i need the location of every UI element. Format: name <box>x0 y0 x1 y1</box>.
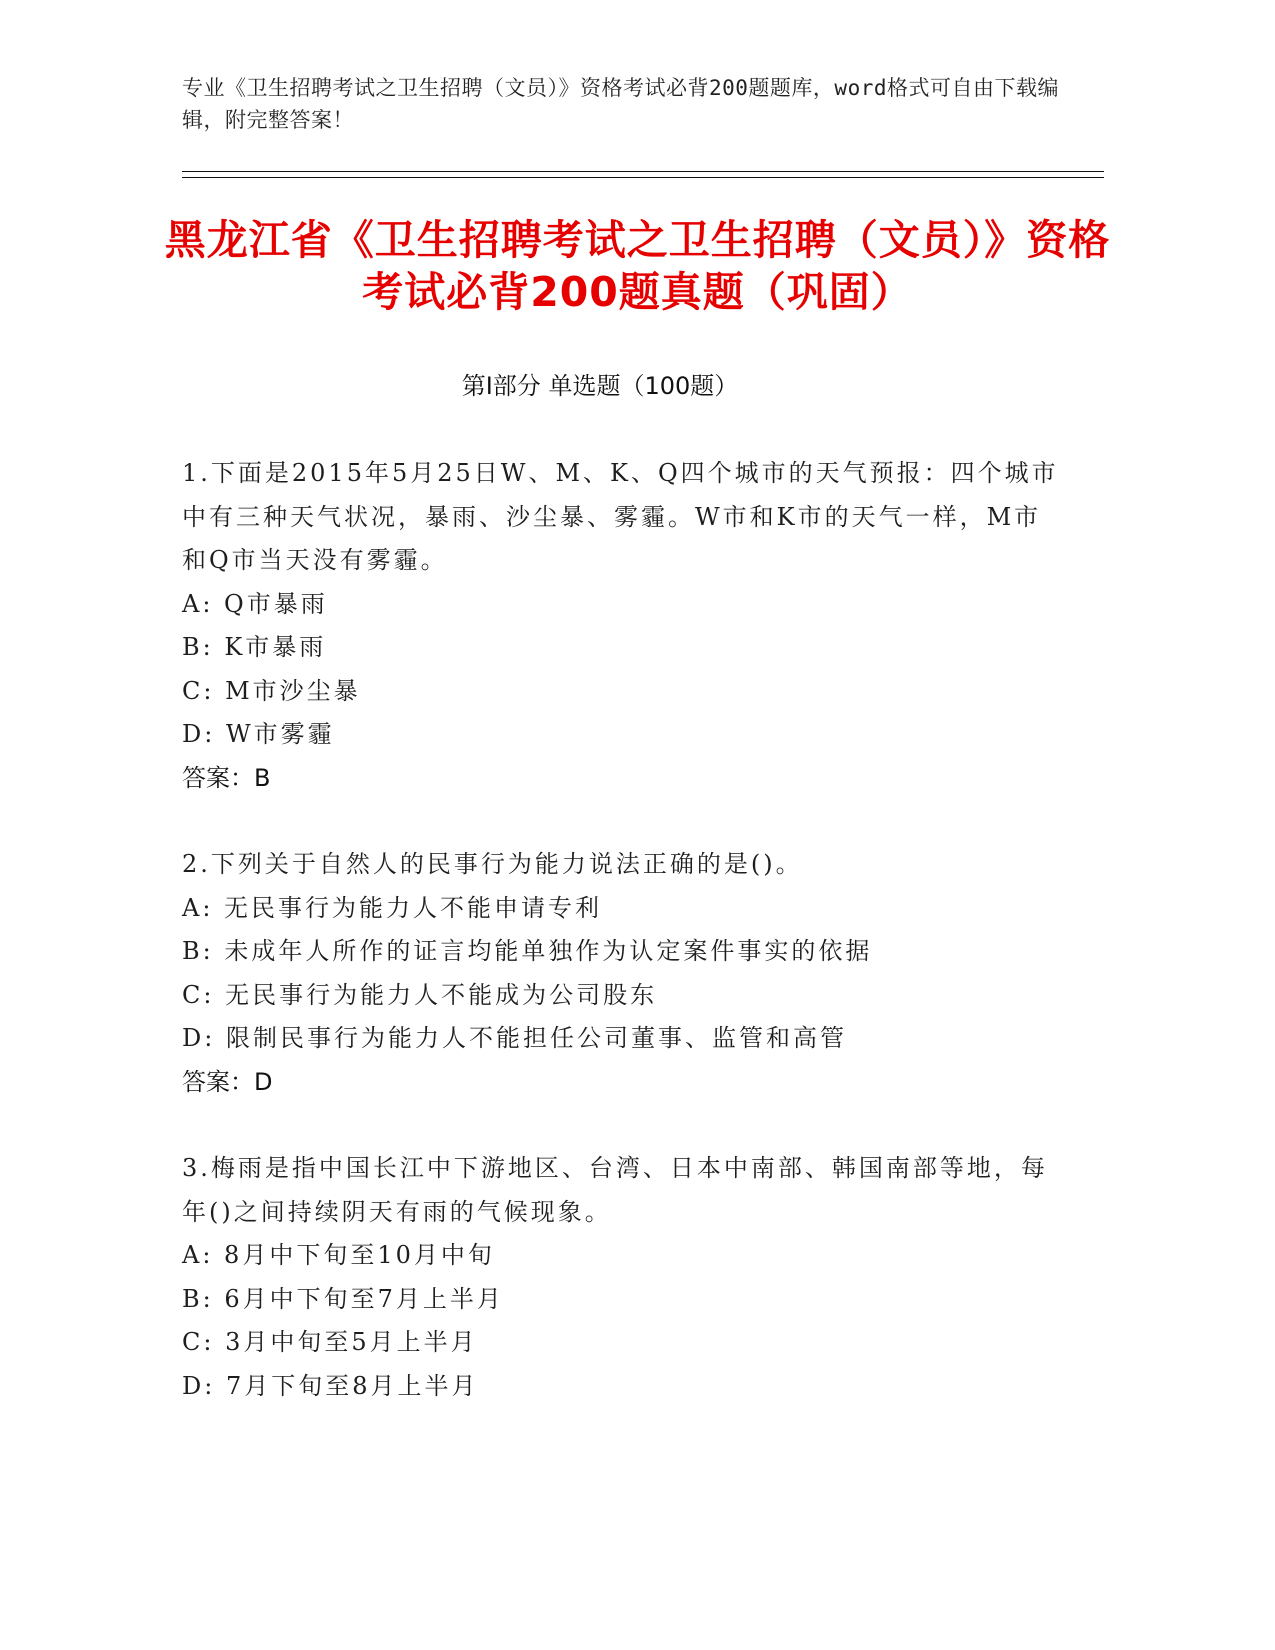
header-note: 专业《卫生招聘考试之卫生招聘（文员）》资格考试必背200题题库，word格式可自由下载编辑，附完整答案！ <box>182 76 1059 132</box>
option-a: A: 8月中下旬至10月中旬 <box>182 1241 495 1269</box>
question-2 <box>182 843 1062 1104</box>
option-c: C: 无民事行为能力人不能成为公司股东 <box>182 980 658 1009</box>
option-d: D: 7月下旬至8月上半月 <box>182 1371 479 1400</box>
question-stem: 2.下列关于自然人的民事行为能力说法正确的是()。 <box>182 850 803 878</box>
option-a: A: Q市暴雨 <box>182 589 328 618</box>
option-c: C: 3月中旬至5月上半月 <box>182 1328 478 1356</box>
section-heading: 第Ⅰ部分 单选题（100题） <box>461 372 739 400</box>
question-stem: 1.下面是2015年5月25日W、M、K、Q四个城市的天气预报：四个城市中有三种天气状况，暴雨、沙尘暴、雾霾。W市和K市的天气一样，M市和Q市当天没有雾霾。 <box>182 459 1059 574</box>
option-b: B: 未成年人所作的证言均能单独作为认定案件事实的依据 <box>182 937 873 965</box>
option-a: A: 无民事行为能力人不能申请专利 <box>182 893 603 922</box>
option-b: B: 6月中下旬至7月上半月 <box>182 1284 504 1313</box>
answer-line: 答案：B <box>182 763 271 792</box>
header-divider-top <box>182 171 1104 172</box>
option-b: B: K市暴雨 <box>182 633 327 661</box>
question-stem: 3.梅雨是指中国长江中下游地区、台湾、日本中南部、韩国南部等地，每年()之间持续阴天有雨的气候现象。 <box>182 1154 1048 1226</box>
question-1 <box>182 452 1062 800</box>
option-d: D: W市雾霾 <box>182 720 335 748</box>
answer-line: 答案：D <box>182 1067 273 1096</box>
question-list <box>182 452 1062 1451</box>
option-c: C: M市沙尘暴 <box>182 676 361 705</box>
document-title: 黑龙江省《卫生招聘考试之卫生招聘（文员）》资格考试必背200题真题（巩固） <box>164 216 1111 316</box>
option-d: D: 限制民事行为能力人不能担任公司董事、监管和高管 <box>182 1024 847 1052</box>
header-divider-bottom <box>182 177 1104 178</box>
question-3 <box>182 1147 1062 1408</box>
